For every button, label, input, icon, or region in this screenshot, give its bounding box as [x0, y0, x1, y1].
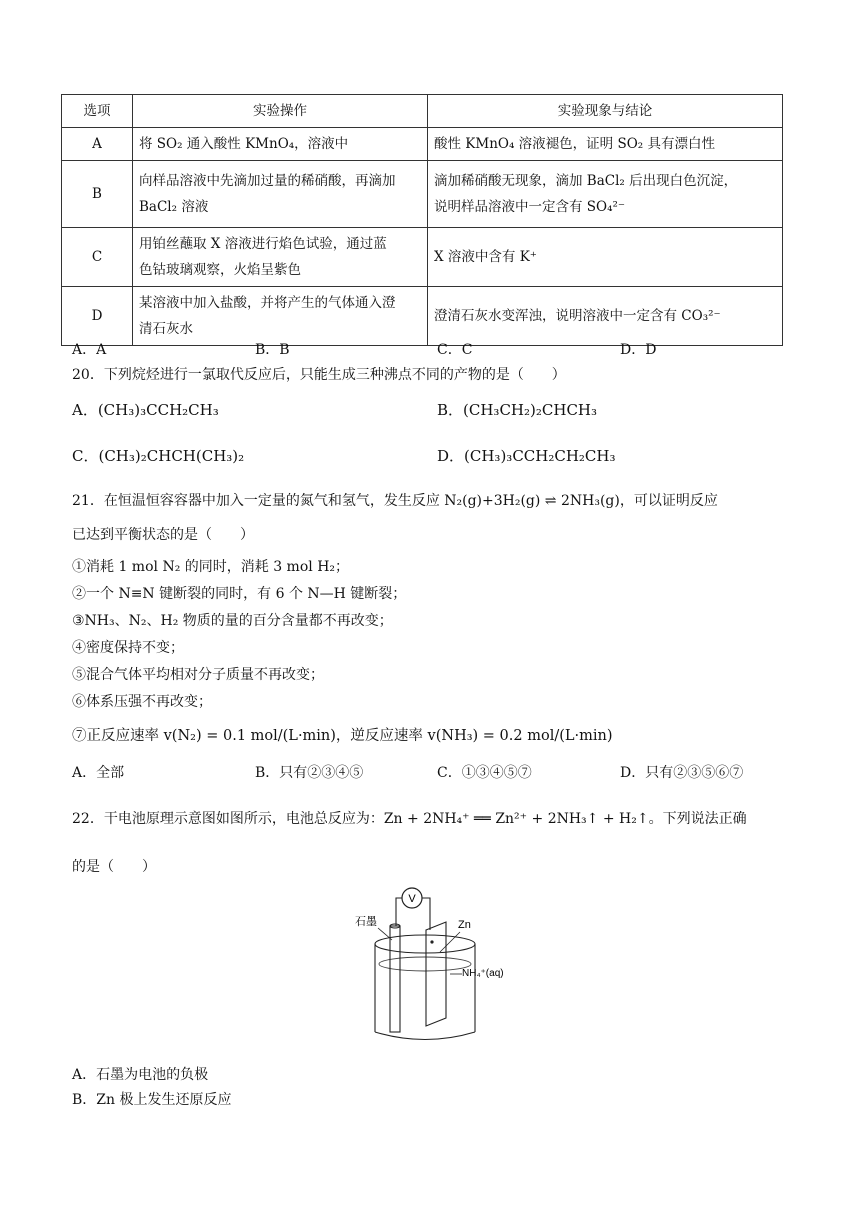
row-operation: 将 SO₂ 通入酸性 KMnO₄，溶液中: [133, 128, 428, 161]
row-option: D: [62, 287, 133, 346]
q21-item: ③NH₃、N₂、H₂ 物质的量的百分含量都不再改变；: [72, 613, 393, 629]
electrolyte-surface: [379, 957, 471, 971]
row-operation-line: 色钴玻璃观察，火焰呈紫色: [139, 262, 301, 278]
header-result: 实验现象与结论: [428, 95, 783, 128]
row-result: 酸性 KMnO₄ 溶液褪色，证明 SO₂ 具有漂白性: [428, 128, 783, 161]
row-operation-line: 用铂丝蘸取 X 溶液进行焰色试验，通过蓝: [139, 236, 387, 252]
q20-option-b[interactable]: B．(CH₃CH₂)₂CHCH₃: [437, 401, 598, 419]
q21-stem-line1: 21．在恒温恒容容器中加入一定量的氮气和氢气，发生反应 N₂(g)+3H₂(g) ⇌ 2NH₃(g)，可以证明反应: [72, 493, 718, 509]
q22-stem-line1: 22．干电池原理示意图如图所示，电池总反应为：Zn + 2NH₄⁺ ══ Zn²⁺ + 2NH₃↑ + H₂↑。下列说法正确: [72, 811, 747, 827]
row-result-line: 说明样品溶液中一定含有 SO₄²⁻: [434, 199, 626, 215]
q20-option-a[interactable]: A．(CH₃)₃CCH₂CH₃: [72, 401, 219, 419]
q21-item: ②一个 N≡N 键断裂的同时，有 6 个 N—H 键断裂；: [72, 586, 407, 602]
q22-option-a[interactable]: A．石墨为电池的负极: [72, 1067, 209, 1083]
q20-option-c[interactable]: C．(CH₃)₂CHCH(CH₃)₂: [72, 447, 245, 465]
q19-option-c[interactable]: C．C: [437, 342, 473, 358]
row-result: [428, 161, 783, 228]
row-result-line: 滴加稀硝酸无现象，滴加 BaCl₂ 后出现白色沉淀，: [434, 173, 738, 189]
q21-item: ⑤混合气体平均相对分子质量不再改变；: [72, 667, 324, 683]
q21-option-a[interactable]: A．全部: [72, 765, 125, 781]
q22-option-b[interactable]: B．Zn 极上发生还原反应: [72, 1092, 232, 1108]
graphite-label: 石墨: [355, 916, 377, 928]
table-row: [62, 161, 783, 228]
q21-item: ④密度保持不变；: [72, 640, 184, 656]
row-operation: [133, 228, 428, 287]
q21-stem-line2: 已达到平衡状态的是（ ）: [72, 527, 254, 543]
table-row: [62, 287, 783, 346]
row-operation-line: 某溶液中加入盐酸，并将产生的气体通入澄: [139, 295, 396, 311]
q21-option-d[interactable]: D．只有②③⑤⑥⑦: [620, 765, 744, 781]
zinc-plate: [426, 922, 446, 1026]
row-operation-line: 清石灰水: [139, 321, 193, 337]
graphite-rod: [390, 926, 400, 1032]
zinc-label: Zn: [458, 919, 471, 931]
q21-option-b[interactable]: B．只有②③④⑤: [255, 765, 364, 781]
row-operation-line: BaCl₂ 溶液: [139, 199, 209, 215]
experiment-table: [61, 94, 783, 346]
table-row: [62, 128, 783, 161]
q22-stem-line2: 的是（ ）: [72, 859, 156, 875]
header-option: 选项: [62, 95, 133, 128]
table-header-row: [62, 95, 783, 128]
table-row: [62, 228, 783, 287]
q20-stem: 20．下列烷烃进行一氯取代反应后，只能生成三种沸点不同的产物的是（ ）: [72, 367, 566, 383]
solution-label: NH₄⁺(aq): [462, 968, 504, 979]
row-result: X 溶液中含有 K⁺: [428, 228, 783, 287]
row-operation: [133, 161, 428, 228]
q19-option-a[interactable]: A．A: [72, 342, 107, 358]
q21-item: ⑥体系压强不再改变；: [72, 694, 212, 710]
row-option: B: [62, 161, 133, 228]
q20-option-d[interactable]: D．(CH₃)₃CCH₂CH₂CH₃: [437, 447, 616, 465]
row-result: 澄清石灰水变浑浊，说明溶液中一定含有 CO₃²⁻: [428, 287, 783, 346]
q21-item: ⑦正反应速率 v(N₂) = 0.1 mol/(L·min)，逆反应速率 v(NH₃) = 0.2 mol/(L·min): [72, 728, 613, 744]
dry-cell-diagram: [350, 882, 530, 1052]
q21-item: ①消耗 1 mol N₂ 的同时，消耗 3 mol H₂；: [72, 559, 350, 575]
row-option: C: [62, 228, 133, 287]
q19-option-d[interactable]: D．D: [620, 342, 657, 358]
row-operation-line: 向样品溶液中先滴加过量的稀硝酸，再滴加: [139, 173, 396, 189]
q19-option-b[interactable]: B．B: [255, 342, 290, 358]
row-option: A: [62, 128, 133, 161]
voltmeter-label: V: [408, 893, 416, 905]
header-operation: 实验操作: [133, 95, 428, 128]
row-operation: [133, 287, 428, 346]
q21-option-c[interactable]: C．①③④⑤⑦: [437, 765, 532, 781]
